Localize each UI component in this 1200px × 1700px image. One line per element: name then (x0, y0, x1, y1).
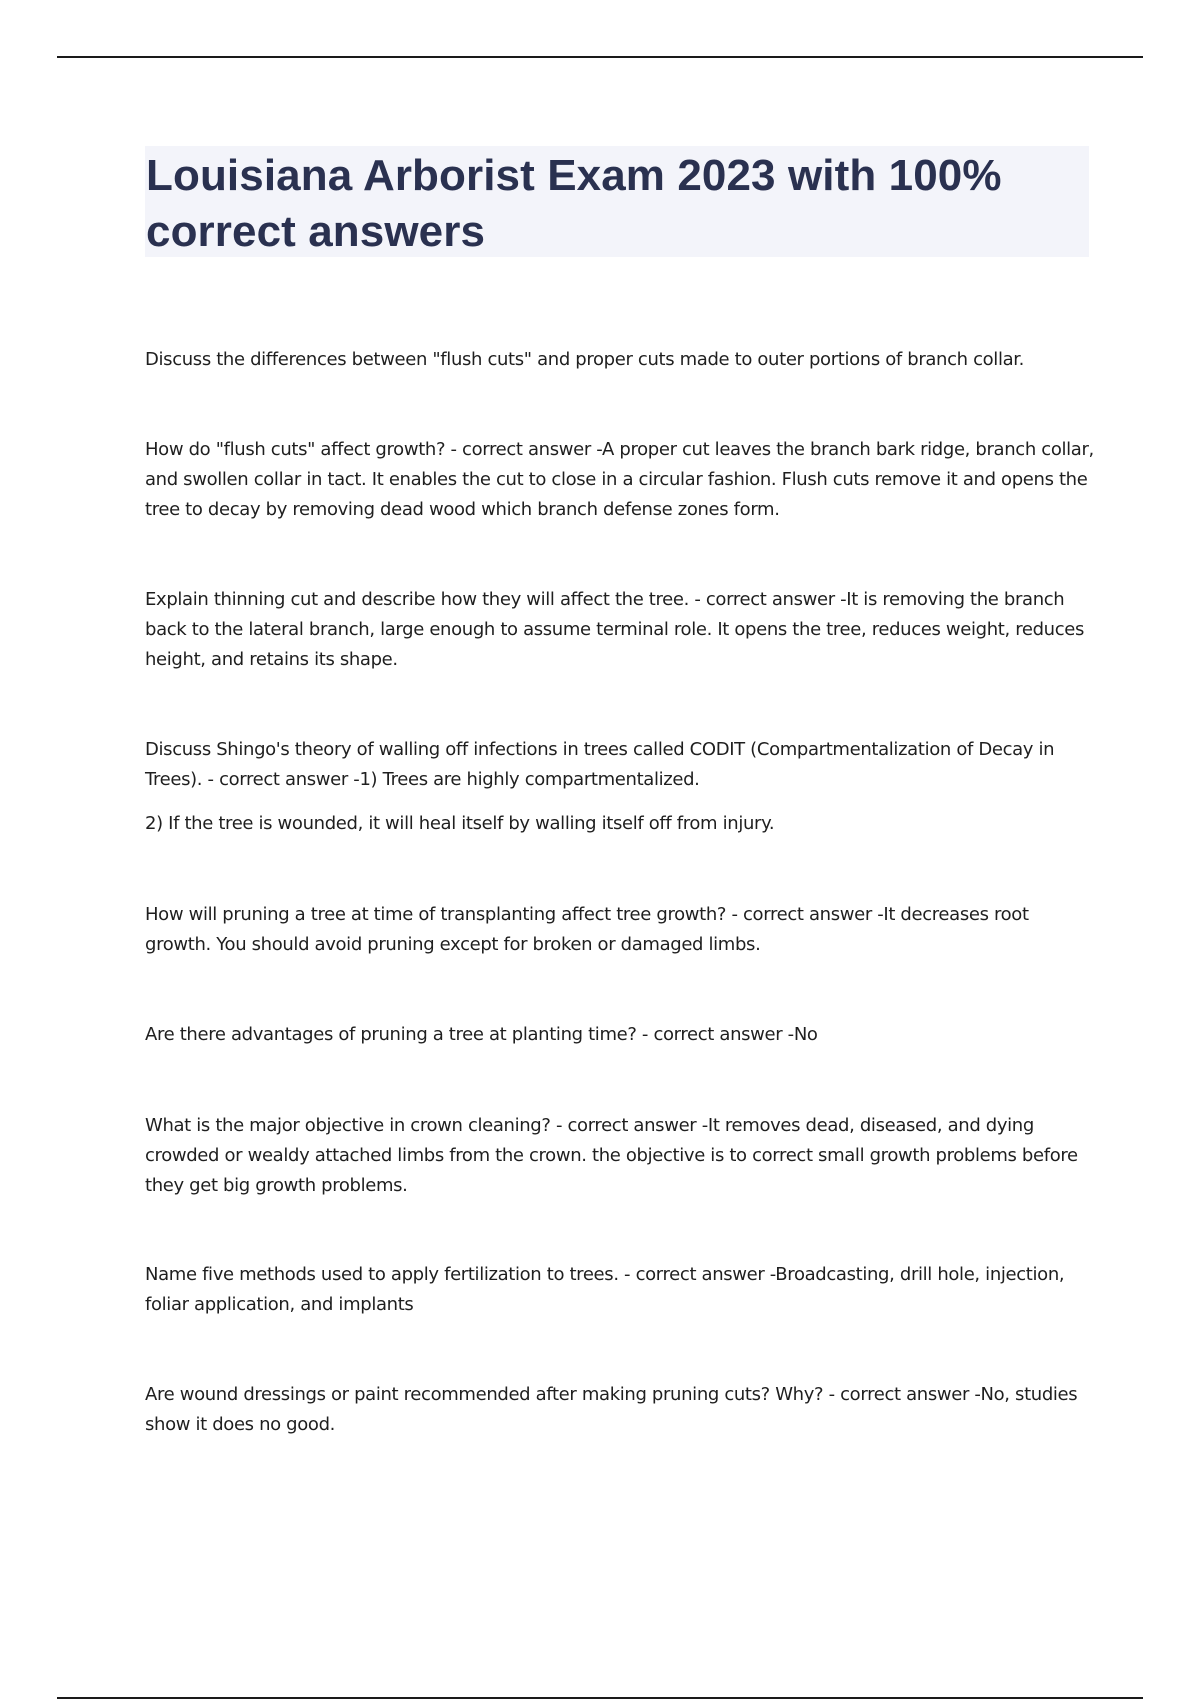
paragraph-7: Are there advantages of pruning a tree at planting time? - correct answer -No (145, 1024, 818, 1045)
paragraph-8: What is the major objective in crown cleaning? - correct answer -It removes dead, diseased, and dying crowded or wealdy attached limbs from the crown. the objective is to correct small growth problems before they get big growth problems. (145, 1115, 1078, 1196)
paragraph-5: 2) If the tree is wounded, it will heal itself by walling itself off from injury. (145, 813, 775, 834)
page-title: Louisiana Arborist Exam 2023 with 100% correct answers (146, 151, 1002, 256)
paragraph-10: Are wound dressings or paint recommended after making pruning cuts? Why? - correct answer -No, studies show it does no good. (145, 1384, 1078, 1435)
paragraph-4: Discuss Shingo's theory of walling off infections in trees called CODIT (Compartmentalization of Decay in Trees). - correct answer -1) Trees are highly compartmentalized. (145, 739, 1055, 790)
bottom-divider (57, 1697, 1143, 1699)
paragraph-6: How will pruning a tree at time of transplanting affect tree growth? - correct answer -It decreases root growth. You should avoid pruning except for broken or damaged limbs. (145, 904, 1029, 955)
paragraph-1: Discuss the differences between "flush cuts" and proper cuts made to outer portions of branch collar. (145, 349, 1025, 370)
paragraph-9: Name five methods used to apply fertilization to trees. - correct answer -Broadcasting, drill hole, injection, foliar application, and implants (145, 1264, 1065, 1315)
paragraph-3: Explain thinning cut and describe how they will affect the tree. - correct answer -It is removing the branch back to the lateral branch, large enough to assume terminal role. It opens the tree, reduces weight, reduces height, and retains its shape. (145, 589, 1085, 670)
paragraph-2: How do "flush cuts" affect growth? - correct answer -A proper cut leaves the branch bark ridge, branch collar, and swollen collar in tact. It enables the cut to close in a circular fashion. Flush cuts remove it and opens the tree to decay by removing dead wood which branch defense zones form. (145, 439, 1094, 520)
title-banner (145, 146, 1089, 257)
top-divider (57, 56, 1143, 58)
